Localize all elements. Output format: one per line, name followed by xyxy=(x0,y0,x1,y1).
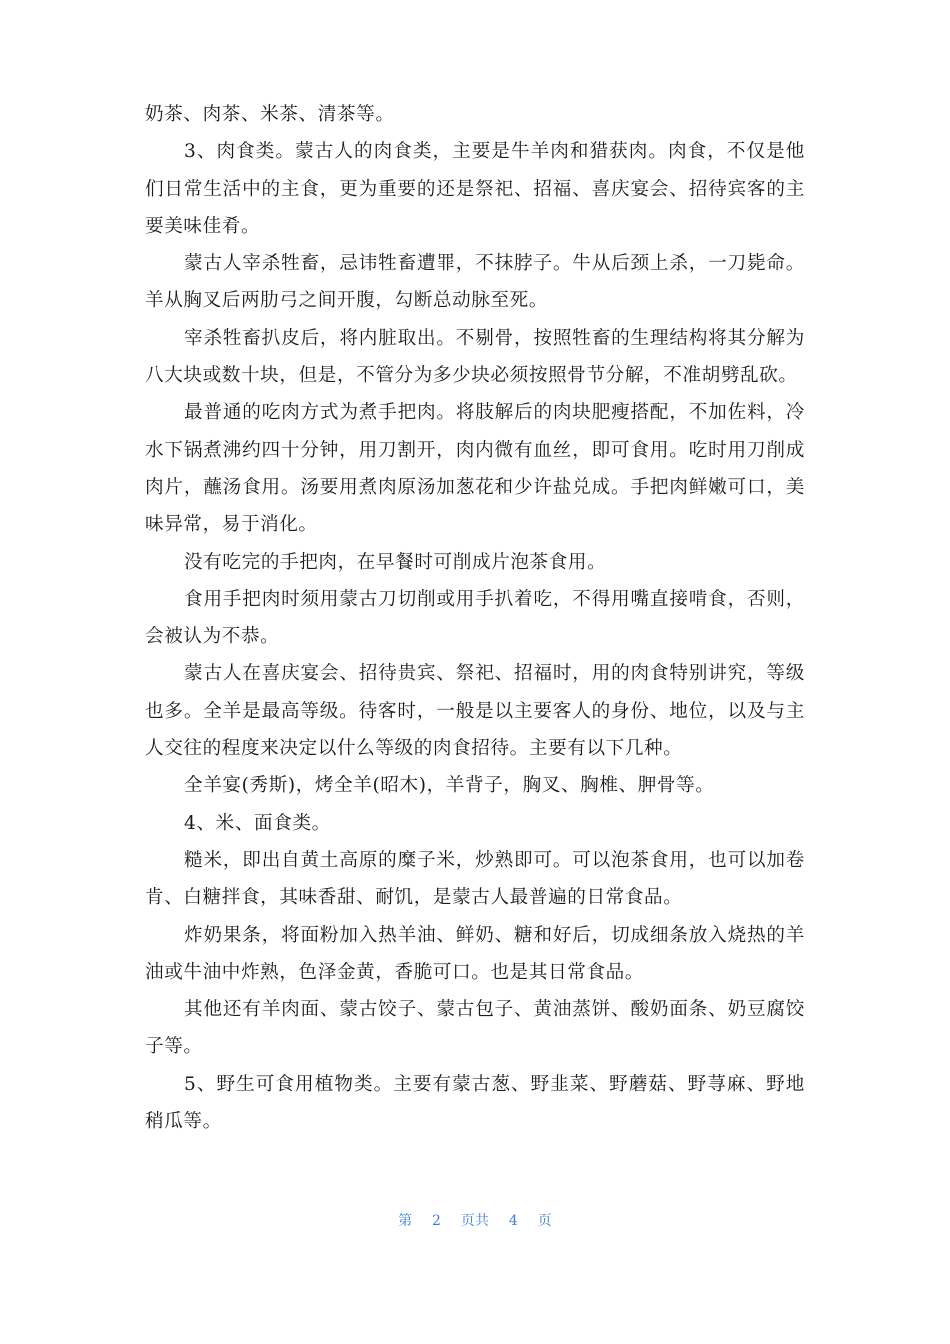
paragraph: 食用手把肉时须用蒙古刀切削或用手扒着吃，不得用嘴直接啃食，否则，会被认为不恭。 xyxy=(145,588,805,648)
paragraph: 蒙古人在喜庆宴会、招待贵宾、祭祀、招福时，用的肉食特别讲究，等级也多。全羊是最高等级。待客时，一般是以主要客人的身份、地位，以及与主人交往的程度来决定以什么等级的肉食招待。主要有以下几种。 xyxy=(145,663,805,760)
paragraph: 炸奶果条，将面粉加入热羊油、鲜奶、糖和好后，切成细条放入烧热的羊油或牛油中炸熟，色泽金黄，香脆可口。也是其日常食品。 xyxy=(145,924,805,983)
paragraph: 宰杀牲畜扒皮后，将内脏取出。不剔骨，按照牲畜的生理结构将其分解为八大块或数十块，但是，不管分为多少块必须按照骨节分解，不准胡劈乱砍。 xyxy=(145,327,805,387)
footer-suffix: 页 xyxy=(537,1213,552,1229)
paragraph: 奶茶、肉茶、米茶、清茶等。 xyxy=(145,104,395,125)
paragraph: 全羊宴(秀斯)，烤全羊(昭木)，羊背子，胸叉、胸椎、胛骨等。 xyxy=(184,775,715,797)
paragraph: 其他还有羊肉面、蒙古饺子、蒙古包子、黄油蒸饼、酸奶面条、奶豆腐饺子等。 xyxy=(145,999,805,1058)
current-page-number: 2 xyxy=(432,1213,442,1229)
total-pages-number: 4 xyxy=(508,1213,518,1229)
footer-prefix: 第 xyxy=(398,1213,413,1229)
paragraph: 蒙古人宰杀牲畜，忌讳牲畜遭罪，不抹脖子。牛从后颈上杀，一刀毙命。羊从胸叉后两肋弓之间开腹，勾断总动脉至死。 xyxy=(145,253,805,312)
section-heading: 4、米、面食类。 xyxy=(184,812,331,834)
document-body xyxy=(145,96,805,1140)
paragraph: 最普通的吃肉方式为煮手把肉。将肢解后的肉块肥瘦搭配，不加佐料，冷水下锅煮沸约四十分钟，用刀割开，肉内微有血丝，即可食用。吃时用刀削成肉片，蘸汤食用。汤要用煮肉原汤加葱花和少许盐兑成。手把肉鲜嫩可口，美味异常，易于消化。 xyxy=(145,402,805,536)
paragraph: 3、肉食类。蒙古人的肉食类，主要是牛羊肉和猎获肉。肉食，不仅是他们日常生活中的主食，更为重要的还是祭祀、招福、喜庆宴会、招待宾客的主要美味佳肴。 xyxy=(145,141,805,237)
footer-middle: 页共 xyxy=(460,1213,490,1229)
paragraph: 没有吃完的手把肉，在早餐时可削成片泡茶食用。 xyxy=(184,551,607,573)
page-footer xyxy=(0,1210,950,1230)
paragraph: 5、野生可食用植物类。主要有蒙古葱、野韭菜、野蘑菇、野荨麻、野地稍瓜等。 xyxy=(145,1073,805,1133)
paragraph: 糙米，即出自黄土高原的糜子米，炒熟即可。可以泡茶食用，也可以加卷肯、白糖拌食，其味香甜、耐饥，是蒙古人最普遍的日常食品。 xyxy=(145,849,805,909)
